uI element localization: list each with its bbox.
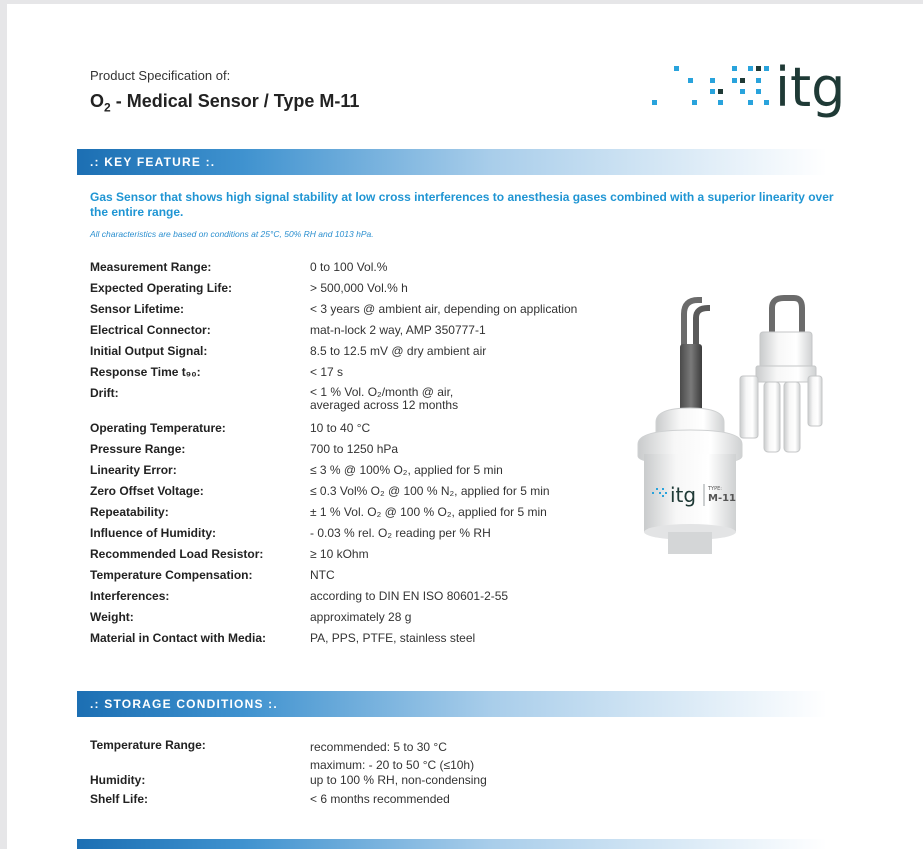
storage-table [90,738,650,807]
spec-row [90,547,650,562]
spec-label: Sensor Lifetime: [90,302,185,316]
section-header-storage: .: STORAGE CONDITIONS :. [77,691,827,717]
spec-value: < 17 s [310,365,344,379]
spec-label: Material in Contact with Media: [90,631,267,645]
spec-value: according to DIN EN ISO 80601-2-55 [310,589,509,603]
spec-value: ≤ 3 % @ 100% O₂, applied for 5 min [310,463,503,477]
spec-row [90,463,650,478]
spec-value: 10 to 40 °C [310,421,371,435]
itg-logo [652,54,872,134]
spec-label: Interferences: [90,589,170,603]
spec-label: Temperature Compensation: [90,568,253,582]
spec-label: Operating Temperature: [90,421,226,435]
spec-of-label: Product Specification of: [90,68,231,83]
spec-label: Zero Offset Voltage: [90,484,204,498]
spec-value: ≤ 0.3 Vol% O₂ @ 100 % N₂, applied for 5 min [310,484,550,498]
spec-sheet-page [7,4,923,849]
section-header-key-feature: .: KEY FEATURE :. [77,149,827,175]
sensor-type-value: M-11 [708,493,737,504]
spec-value: NTC [310,568,335,582]
spec-label: Expected Operating Life: [90,281,233,295]
storage-row [90,738,650,774]
spec-label: Repeatability: [90,505,169,519]
spec-label: Weight: [90,610,134,624]
spec-row [90,610,650,625]
title-subscript: 2 [104,100,111,115]
spec-row [90,442,650,457]
storage-label: Shelf Life: [90,792,149,806]
spec-label: Influence of Humidity: [90,526,216,540]
spec-value: ≥ 10 kOhm [310,547,369,561]
spec-label: Response Time t₉₀: [90,365,201,379]
spec-row [90,421,650,436]
spec-value: PA, PPS, PTFE, stainless steel [310,631,476,645]
storage-value: < 6 months recommended [310,792,450,806]
spec-value: - 0.03 % rel. O₂ reading per % RH [310,526,491,540]
key-feature-headline: Gas Sensor that shows high signal stability at low cross interferences to anesthesia gases combined with a superior linearity over the entire range. [90,190,834,219]
spec-row [90,505,650,520]
sensor-type-label: TYPE: [708,486,722,492]
storage-label: Humidity: [90,773,146,787]
spec-row [90,302,650,317]
spec-row [90,281,650,296]
spec-row [90,568,650,583]
spec-label: Electrical Connector: [90,323,211,337]
spec-label: Drift: [90,386,119,400]
spec-value: 8.5 to 12.5 mV @ dry ambient air [310,344,487,358]
spec-value: approximately 28 g [310,610,412,624]
sensor-product-image [622,284,842,584]
conditions-note: All characteristics are based on conditions at 25°C, 50% RH and 1013 hPa. [90,229,374,239]
page-title [90,91,359,115]
spec-value: 700 to 1250 hPa [310,442,399,456]
spec-label: Linearity Error: [90,463,177,477]
spec-value: < 1 % Vol. O₂/month @ air, averaged across 12 months [310,385,459,412]
logo-text: itg [775,56,846,119]
title-prefix: O [90,91,105,111]
spec-row [90,344,650,359]
storage-row [90,773,650,788]
sensor-brand-text: itg [670,483,697,507]
spec-value: 0 to 100 Vol.% [310,260,388,274]
spec-table [90,260,650,646]
storage-label: Temperature Range: [90,738,206,752]
spec-label: Pressure Range: [90,442,186,456]
spec-label: Recommended Load Resistor: [90,547,264,561]
spec-row [90,631,650,646]
storage-row [90,792,650,807]
storage-value: up to 100 % RH, non-condensing [310,773,487,787]
spec-value: mat-n-lock 2 way, AMP 350777-1 [310,323,486,337]
spec-label: Initial Output Signal: [90,344,208,358]
spec-label: Measurement Range: [90,260,212,274]
spec-row [90,260,650,275]
spec-value: < 3 years @ ambient air, depending on application [310,302,578,316]
spec-value: > 500,000 Vol.% h [310,281,408,295]
title-rest: - Medical Sensor / Type M-11 [110,91,360,111]
spec-value: ± 1 % Vol. O₂ @ 100 % O₂, applied for 5 min [310,505,547,519]
spec-row [90,484,650,499]
spec-row [90,365,650,380]
spec-row [90,526,650,541]
storage-value: recommended: 5 to 30 °C maximum: - 20 to 50 °C (≤10h) [310,740,475,772]
spec-row [90,589,650,604]
section-header-next [77,839,827,849]
spec-row [90,323,650,338]
spec-row [90,386,650,412]
